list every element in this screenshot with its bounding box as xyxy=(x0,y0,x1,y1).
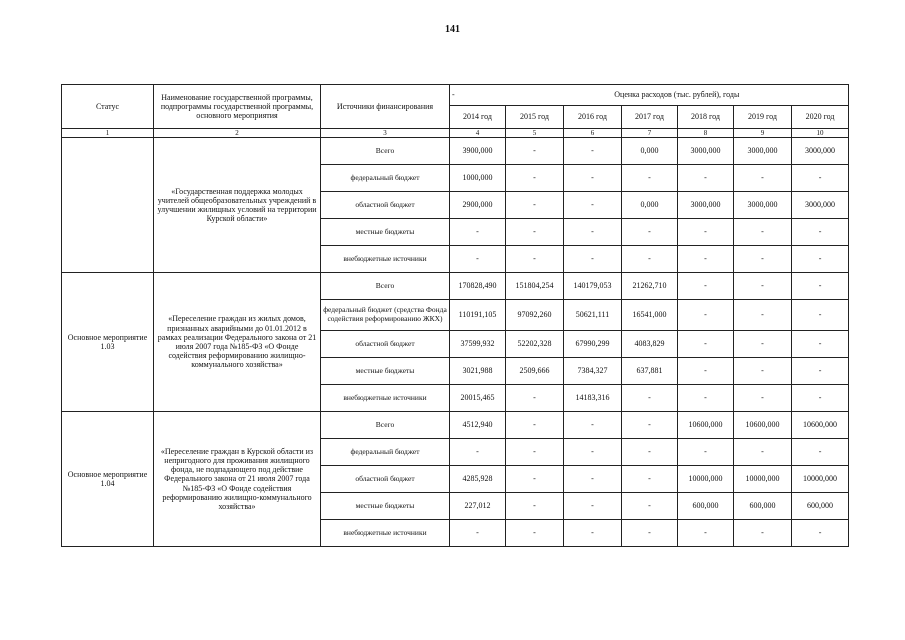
value-cell: - xyxy=(622,412,678,439)
value-cell: - xyxy=(622,466,678,493)
value-cell: 637,881 xyxy=(622,358,678,385)
value-cell: - xyxy=(564,493,622,520)
value-cell: - xyxy=(678,273,734,300)
header-estimate: Оценка расходов (тыс. рублей), годы xyxy=(506,85,849,106)
header-year-1: 2014 год xyxy=(450,106,506,129)
value-cell: - xyxy=(450,520,506,547)
funding-source: федеральный бюджет xyxy=(321,165,450,192)
header-status: Статус xyxy=(62,85,154,129)
value-cell: - xyxy=(564,466,622,493)
value-cell: - xyxy=(564,520,622,547)
value-cell: - xyxy=(792,300,849,331)
column-number-3: 3 xyxy=(321,129,450,138)
value-cell: - xyxy=(678,358,734,385)
value-cell: - xyxy=(734,385,792,412)
value-cell: - xyxy=(622,439,678,466)
value-cell: 67990,299 xyxy=(564,331,622,358)
funding-source: местные бюджеты xyxy=(321,358,450,385)
value-cell: - xyxy=(678,246,734,273)
value-cell: 10600,000 xyxy=(792,412,849,439)
value-cell: - xyxy=(734,439,792,466)
column-number-9: 9 xyxy=(734,129,792,138)
header-year-5: 2018 год xyxy=(678,106,734,129)
header-marker: - xyxy=(450,85,506,106)
value-cell: 4285,928 xyxy=(450,466,506,493)
value-cell: - xyxy=(506,520,564,547)
value-cell: 14183,316 xyxy=(564,385,622,412)
table-row xyxy=(62,273,849,300)
value-cell: - xyxy=(792,331,849,358)
value-cell: - xyxy=(506,466,564,493)
value-cell: - xyxy=(792,165,849,192)
value-cell: 20015,465 xyxy=(450,385,506,412)
value-cell: 10000,000 xyxy=(734,466,792,493)
header-year-7: 2020 год xyxy=(792,106,849,129)
value-cell: - xyxy=(564,246,622,273)
value-cell: - xyxy=(622,520,678,547)
value-cell: - xyxy=(792,273,849,300)
value-cell: - xyxy=(506,493,564,520)
value-cell: 10000,000 xyxy=(792,466,849,493)
funding-source: федеральный бюджет xyxy=(321,439,450,466)
funding-source: Всего xyxy=(321,412,450,439)
column-number-2: 2 xyxy=(154,129,321,138)
header-year-3: 2016 год xyxy=(564,106,622,129)
funding-source: областной бюджет xyxy=(321,466,450,493)
value-cell: 97092,260 xyxy=(506,300,564,331)
column-number-5: 5 xyxy=(506,129,564,138)
value-cell: 37599,932 xyxy=(450,331,506,358)
value-cell: - xyxy=(450,246,506,273)
header-year-6: 2019 год xyxy=(734,106,792,129)
value-cell: - xyxy=(450,219,506,246)
funding-source: областной бюджет xyxy=(321,331,450,358)
value-cell: 1000,000 xyxy=(450,165,506,192)
value-cell: - xyxy=(506,192,564,219)
value-cell: 0,000 xyxy=(622,138,678,165)
expenditure-table xyxy=(61,84,849,547)
value-cell: - xyxy=(678,300,734,331)
value-cell: - xyxy=(622,385,678,412)
value-cell: - xyxy=(622,219,678,246)
funding-source: областной бюджет xyxy=(321,192,450,219)
funding-source: внебюджетные источники xyxy=(321,246,450,273)
row-program-name: «Государственная поддержка молодых учителей общеобразовательных учреждений в улучшении жилищных условий на территории Курской области» xyxy=(154,138,321,273)
funding-source: местные бюджеты xyxy=(321,219,450,246)
row-program-name: «Переселение граждан из жилых домов, признанных аварийными до 01.01.2012 в рамках реализации Федерального закона от 21 июля 2007 года №185-ФЗ «О Фонде содействия реформированию жилищно-коммунального хозяйства» xyxy=(154,273,321,412)
value-cell: - xyxy=(506,246,564,273)
row-status: Основное мероприятие 1.04 xyxy=(62,412,154,547)
value-cell: - xyxy=(678,165,734,192)
row-program-name: «Переселение граждан в Курской области из непригодного для проживания жилищного фонда, не подпадающего под действие Федерального закона от 21 июля 2007 года №185-ФЗ «О Фонде содействия реформированию жилищно-коммунального хозяйства» xyxy=(154,412,321,547)
value-cell: - xyxy=(678,520,734,547)
value-cell: - xyxy=(734,358,792,385)
value-cell: - xyxy=(734,300,792,331)
table-row xyxy=(62,412,849,439)
column-number-1: 1 xyxy=(62,129,154,138)
value-cell: 3000,000 xyxy=(734,192,792,219)
value-cell: - xyxy=(792,385,849,412)
value-cell: 16541,000 xyxy=(622,300,678,331)
value-cell: - xyxy=(678,385,734,412)
header-year-2: 2015 год xyxy=(506,106,564,129)
column-number-8: 8 xyxy=(678,129,734,138)
value-cell: - xyxy=(564,138,622,165)
value-cell: - xyxy=(506,412,564,439)
value-cell: 50621,111 xyxy=(564,300,622,331)
value-cell: - xyxy=(792,246,849,273)
value-cell: 151804,254 xyxy=(506,273,564,300)
value-cell: - xyxy=(506,138,564,165)
value-cell: - xyxy=(622,493,678,520)
column-number-4: 4 xyxy=(450,129,506,138)
value-cell: - xyxy=(622,165,678,192)
value-cell: - xyxy=(734,331,792,358)
column-number-6: 6 xyxy=(564,129,622,138)
value-cell: 110191,105 xyxy=(450,300,506,331)
value-cell: - xyxy=(792,219,849,246)
value-cell: - xyxy=(678,219,734,246)
value-cell: - xyxy=(506,219,564,246)
value-cell: 3000,000 xyxy=(792,192,849,219)
value-cell: - xyxy=(564,192,622,219)
page-number: 141 xyxy=(445,24,460,35)
value-cell: 600,000 xyxy=(678,493,734,520)
value-cell: - xyxy=(622,246,678,273)
value-cell: - xyxy=(792,358,849,385)
value-cell: 3021,988 xyxy=(450,358,506,385)
value-cell: 2509,666 xyxy=(506,358,564,385)
value-cell: - xyxy=(564,219,622,246)
value-cell: - xyxy=(678,331,734,358)
value-cell: - xyxy=(734,246,792,273)
header-year-4: 2017 год xyxy=(622,106,678,129)
value-cell: - xyxy=(564,165,622,192)
funding-source: местные бюджеты xyxy=(321,493,450,520)
value-cell: 3000,000 xyxy=(678,138,734,165)
value-cell: - xyxy=(734,219,792,246)
value-cell: 600,000 xyxy=(792,493,849,520)
value-cell: 227,012 xyxy=(450,493,506,520)
column-number-10: 10 xyxy=(792,129,849,138)
value-cell: - xyxy=(450,439,506,466)
value-cell: - xyxy=(506,385,564,412)
value-cell: - xyxy=(506,165,564,192)
funding-source: Всего xyxy=(321,138,450,165)
value-cell: - xyxy=(734,273,792,300)
row-status: Основное мероприятие 1.03 xyxy=(62,273,154,412)
value-cell: 10600,000 xyxy=(734,412,792,439)
value-cell: 140179,053 xyxy=(564,273,622,300)
value-cell: 4083,829 xyxy=(622,331,678,358)
value-cell: - xyxy=(792,520,849,547)
value-cell: 3000,000 xyxy=(734,138,792,165)
value-cell: - xyxy=(734,520,792,547)
funding-source: федеральный бюджет (средства Фонда содействия реформированию ЖКХ) xyxy=(321,300,450,331)
value-cell: 4512,940 xyxy=(450,412,506,439)
value-cell: - xyxy=(564,439,622,466)
funding-source: внебюджетные источники xyxy=(321,520,450,547)
value-cell: - xyxy=(678,439,734,466)
value-cell: 3900,000 xyxy=(450,138,506,165)
column-number-7: 7 xyxy=(622,129,678,138)
value-cell: - xyxy=(506,439,564,466)
value-cell: 52202,328 xyxy=(506,331,564,358)
header-sources: Источники финансирования xyxy=(321,85,450,129)
value-cell: 0,000 xyxy=(622,192,678,219)
value-cell: 21262,710 xyxy=(622,273,678,300)
value-cell: 10000,000 xyxy=(678,466,734,493)
table-row xyxy=(62,138,849,165)
value-cell: 10600,000 xyxy=(678,412,734,439)
value-cell: 7384,327 xyxy=(564,358,622,385)
value-cell: - xyxy=(792,439,849,466)
value-cell: 2900,000 xyxy=(450,192,506,219)
value-cell: 170828,490 xyxy=(450,273,506,300)
value-cell: 3000,000 xyxy=(792,138,849,165)
funding-source: Всего xyxy=(321,273,450,300)
row-status xyxy=(62,138,154,273)
funding-source: внебюджетные источники xyxy=(321,385,450,412)
value-cell: - xyxy=(564,412,622,439)
value-cell: - xyxy=(734,165,792,192)
header-name: Наименование государственной программы, подпрограммы государственной программы, основного мероприятия xyxy=(154,85,321,129)
value-cell: 600,000 xyxy=(734,493,792,520)
value-cell: 3000,000 xyxy=(678,192,734,219)
